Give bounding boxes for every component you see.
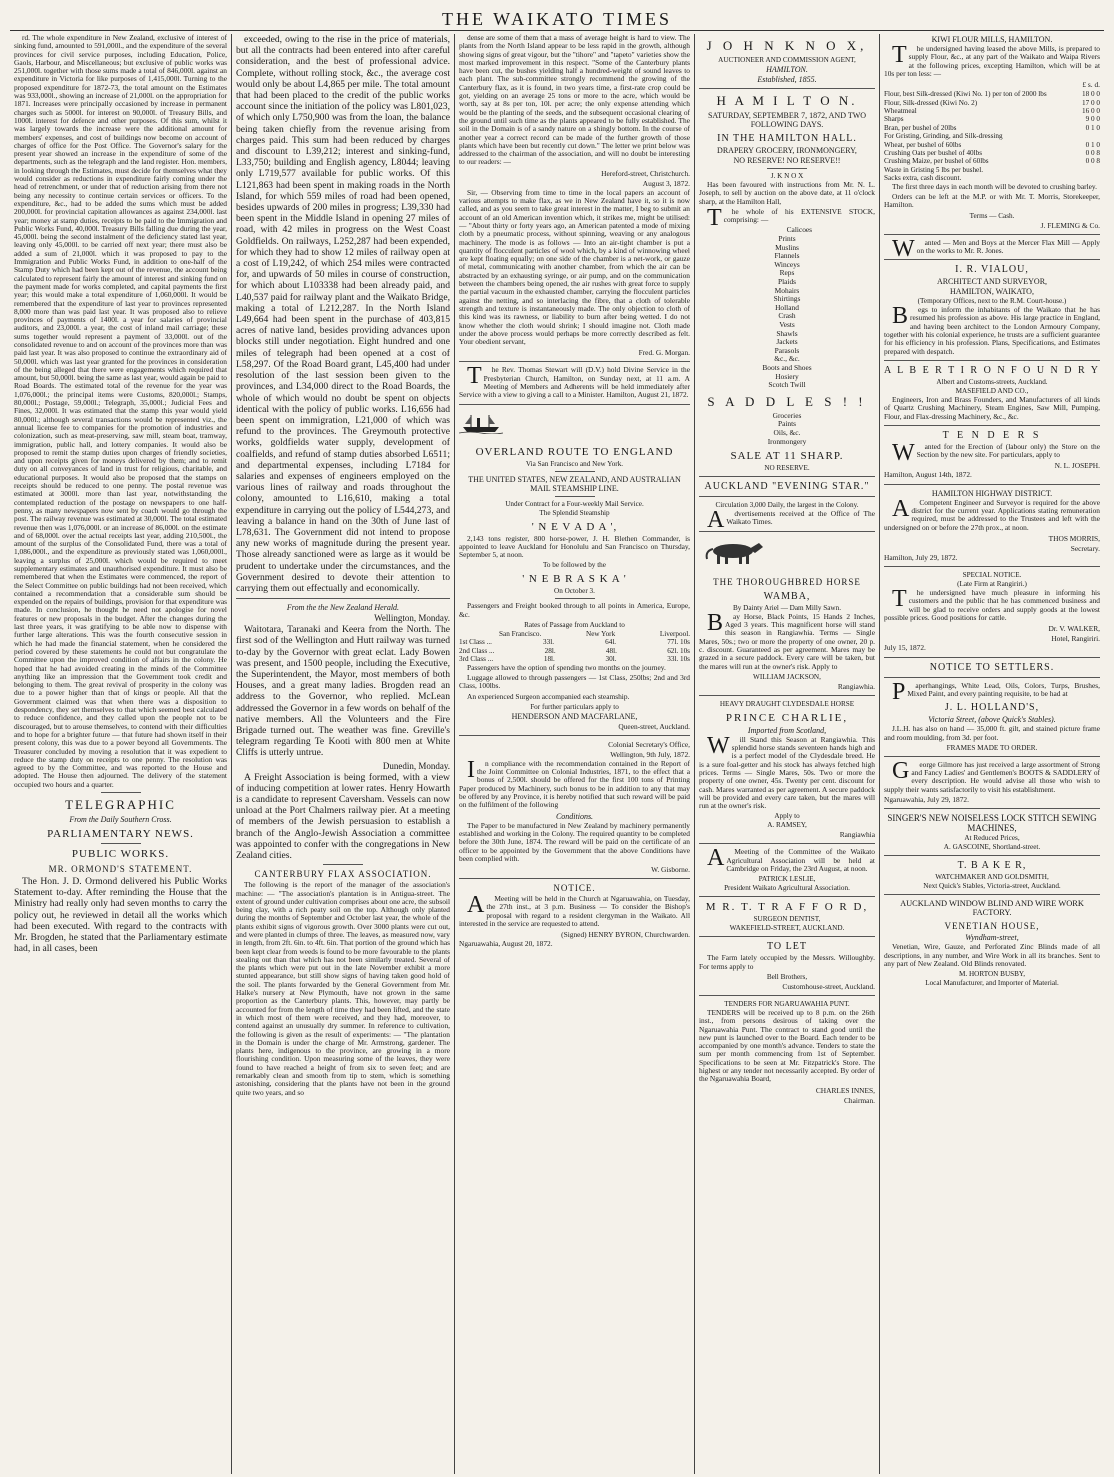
nebraska-name: ' N E B R A S K A ' — [522, 573, 627, 586]
masefield-name: MASEFIELD AND CO., — [955, 386, 1029, 395]
divider — [323, 864, 363, 865]
walker-text: The undersigned have much pleasure in informing his customers and the public that he has commenced business and will be glad to receive orders and supply goods at the lowest possible prices. Good positions for cattle. — [884, 586, 1100, 623]
divider — [884, 657, 1100, 658]
trafford-name: M R. T. T R A F F O R D, — [705, 901, 869, 914]
instructions: Has been favoured with instructions from Mr. N. L. Joseph, to sell by auction on the above date, at 11 o'clock sharp, at the Hamilton Hall, — [699, 180, 875, 206]
divider — [767, 168, 807, 169]
parliamentary-heading: PARLIAMENTARY NEWS. — [47, 828, 194, 841]
stock-list-2 — [699, 412, 875, 446]
evening-star-heading: AUCKLAND "EVENING STAR." — [704, 481, 870, 493]
baker-title: WATCHMAKER AND GOLDSMITH, — [935, 873, 1049, 882]
passengers-line: Passengers and Freight booked through to all points in America, Europe, &c. — [459, 601, 690, 619]
albert-address: Albert and Customs-streets, Auckland. — [936, 377, 1048, 386]
joseph-date: Hamilton, August 14th, 1872. — [884, 470, 972, 480]
divider — [555, 471, 595, 472]
flax-heading: CANTERBURY FLAX ASSOCIATION. — [254, 869, 432, 880]
gilmore-text: George Gilmore has just received a large assortment of Strong and Fancy Ladies' and Gentlemen's BOOTS & SADDLERY of every description. He would advise all those who wish to supply their wants satisfactorily to visit his establishment. — [884, 757, 1100, 794]
knox-town: HAMILTON. — [766, 65, 808, 74]
knox-title: AUCTIONEER AND COMMISSION AGENT, — [718, 56, 856, 64]
tenders-text: Wanted for the Erection of (labour only) the Store on the Section by the new site. For particulars, apply to — [892, 439, 1100, 466]
list-item: Crash — [778, 311, 796, 321]
vialou-name: I. R. VIALOU, — [955, 264, 1029, 276]
apply-line: For further particulars apply to — [530, 702, 619, 711]
list-item: Oils, &c. — [773, 427, 801, 437]
notice-date: Ngaruawahia, August 20, 1872. — [459, 939, 553, 949]
kiwi-text: The undersigned having leased the above Mills, is prepared to supply Flour, &c., at any part of the Waikato and Waipa Rivers at the following prices, excepting Hamilton, which will be at 10s per ton less: — — [884, 42, 1100, 78]
no-reserve-2: NO RESERVE. — [764, 464, 810, 473]
stock-heading: The whole of his EXTENSIVE STOCK, comprising: — — [707, 204, 875, 231]
walker-name: Dr. V. WALKER, — [1048, 624, 1100, 634]
ormond-heading: MR. ORMOND'S STATEMENT. — [48, 864, 193, 875]
singer-heading: SINGER'S NEW NOISELESS LOCK STITCH SEWING MACHINES, — [887, 813, 1097, 834]
overland-heading: OVERLAND ROUTE TO ENGLAND — [475, 445, 674, 458]
dunedin-news: A Freight Association is being formed, with a view of inducing competition at lower rates. Henry Howarth is a candidate to represent Caversham. Vessels can now unload at the Port Chalmers railway pier. At a meeting of members of the Jewish persuasion to establish a branch of the Anglo-Jewish Association a committee was appointed to confer with the congregations in New Zealand cities. — [236, 771, 450, 862]
venetian-house: VENETIAN HOUSE, — [944, 921, 1040, 932]
orders-note: Orders can be left at the M.P. or with Mr. T. Morris, Storekeeper, Hamilton. — [884, 191, 1100, 210]
wamba-name: WAMBA, — [763, 590, 811, 602]
saddles-heading: S A D D L E S ! ! — [707, 393, 867, 409]
divider — [884, 360, 1100, 361]
divider — [699, 896, 875, 897]
charlie-text: Will Stand this Season at Rangiawhia. This splendid horse stands seventeen hands high and is a perfect model of the Clydesdale breed. He is a sure foal-getter and his stock has always fetched high prices. Terms — Single Mares, 50s. Two or more the property of one owner, 45s. Twenty per cent. discount for cash. Mares warranted as per agreement. A secure paddock will be provided and every care taken, but the mares will run at the owner's risk. — [699, 732, 875, 811]
rates-row: 2nd Class ... 28l. 48l. 62l. 10s — [459, 646, 690, 655]
charlie-name: PRINCE CHARLIE, — [725, 711, 849, 724]
divider — [555, 496, 595, 497]
nevada-details: 2,143 tons register, 800 horse-power, J. H. Blethen Commander, is appointed to leave Auckland for Honolulu and San Francisco on Thursday, September 5, at noon. — [459, 533, 690, 560]
price-row: Flour, Silk-dressed (Kiwi No. 2) 17 0 0 — [884, 98, 1100, 107]
holland-text: J.L.H. has also on hand — 35,000 ft. gilt, and stained picture frame and room moulding, from 3d. per foot. — [884, 724, 1100, 742]
columns — [10, 34, 1104, 1474]
nevada-name: ' N E V A D A ', — [531, 520, 618, 533]
price-row: Sacks extra, cash discount. — [884, 174, 962, 183]
circulation: Circulation 3,000 Daily, the largest in the Colony. — [715, 501, 859, 510]
no-reserve: NO RESERVE! NO RESERVE!! — [733, 156, 841, 165]
public-works-continued: exceeded, owing to the rise in the price of materials, but all the contracts had been entered into after careful consideration, and the best of professional advice. Complete, without rolling stock, &c., the average cost would only be about L4,865 per mile. The total amount that had been placed to the credit of the public works account since the initiation of the policy was L801,023, of which only L750,900 was from the loan, the balance being taken chiefly from the revenue arising from charges paid. This sum had been reduced by charges and discount to L39,212; interest and sinking-fund, L33,750; building and English agency, L8044; leaving only L719,577 available for public works. Of this L121,863 had been spent in making roads in the North Island, for which 559 miles of road had been opened, besides upwards of 200 miles in progress; L39,330 had been spent in the Middle Island in opening 27 miles of road, with 42 miles in progress on the West Coast Goldfields. On railways, L252,287 had been expended, for which they had to show 12 miles of railway open at a cost of L19,242, of which 254 miles were contracted for, and upwards of 50 miles in course of construction, for which about L103338 had been already paid, and L40,537 paid for railway plant and the Waikato Bridge, making a total of L212,287. In the North Island L49,664 had been spent in the purchase of 403,815 acres of native land, besides providing advances upon blocks still under negotiation. Eight hundred and one miles of telegraph had been opened at a cost of L58,297. Of the Road Board grant, L45,400 had under resolution of the last session been given to the provinces, and L34,000 direct to the Road Boards, the whole of which would no doubt be spent on objects identical with the policy of public works. L16,656 had been spent on immigration, L21,000 of which was refund to the provinces. The Greymouth protective works, goldfields water supply, development of coalfields, and refund of stamp duties absorbed L6511; and departmental expenses, including L7184 for salaries and expenses of engineers employed on the various lines of railway and roads throughout the colony, amounted to L16,610, making a total expenditure in carrying out the policy of L544,273, and leaving a balance in hand on the 30th of June last of L78,631. The Government did not intend to propose any new works of magnitude during the present year. Those already sanctioned were as large as it would be prudent to undertake under the circumstances, and the Government desired to devote their attention to carrying them out effectually and economically. — [236, 34, 450, 594]
divider — [699, 695, 875, 696]
option-line: Passengers have the option of spending two months on the journey. — [467, 662, 666, 672]
auction-venue: IN THE HAMILTON HALL. — [717, 133, 857, 144]
charlie-origin: Imported from Scotland, — [747, 725, 827, 735]
bell-name: Bell Brothers, — [766, 972, 808, 981]
baker-address: Next Quick's Stables, Victoria-street, Auckland. — [923, 882, 1061, 891]
vialou-title: ARCHITECT AND SURVEYOR, — [936, 277, 1048, 287]
terms: Terms — Cash. — [969, 211, 1015, 220]
divider — [884, 484, 1100, 485]
morris-name: THOS MORRIS, — [1048, 533, 1100, 543]
walker-place: Hotel, Rangiriri. — [1051, 634, 1100, 644]
gilmore-date: Ngaruawahia, July 29, 1872. — [884, 795, 969, 805]
busby-name: M. HORTON BUSBY, — [958, 970, 1025, 979]
reduced-prices: At Reduced Prices, — [964, 834, 1020, 843]
divider — [555, 598, 595, 599]
highway-date: Hamilton, July 29, 1872. — [884, 552, 958, 562]
kiwi-heading: KIWI FLOUR MILLS, HAMILTON. — [931, 35, 1053, 44]
price-row: Crushing Oats per bushel of 40lbs 0 0 8 — [884, 149, 1100, 158]
vialou-text: Begs to inform the inhabitants of the Waikato that he has resumed his profession as above. His large practice in England, and having been architect to the London Armoury Company, together with his colonial experience, he trusts are a sufficient guarantee for his efficiency in his profession. Plans, Specifications, and Estimates prepared with despatch. — [884, 303, 1100, 356]
masthead: THE WAIKATO TIMES — [10, 8, 1104, 31]
special-notice: SPECIAL NOTICE. — [962, 571, 1022, 580]
flax-article: The following is the report of the manager of the association's machine: — "The association's plantation is in Antigua-street. The extent of ground under cultivation comprises about one acre, the subsoil being clay, with a rich peaty soil on the top. Although only planted during the months of September and October last year, the whole of the plants exhibit signs of vigorous growth. Over 3000 plants were cut out, and were planted in clumps of three. The leaves, as measured now, vary in length, from 2ft. 6in. to 4ft. 6in. That portion of the ground which has been kept clear from weeds is found to be more favourable to the plants stealing out than that which has not been similarly treated. Several of the plants which were put out in the late November exhibit a more stunted appearance, but still show signs of having taken good hold of the soil. The plants forwarded by the General Government from Mr. Halke's nursery at New Plymouth, have not grown in the same proportion as the Canterbury plants. This, however, may partly be accounted for from the length of time they had been lifted, and the state in which most of them were received, and they had, moreover, to contend against an unusually dry summer. In reference to cultivation, the following is given as the result of experiments: — "The plantation in the Domain is under the charge of Mr. Armstrong, gardener. The plants here, indigenous to the province, are growing in a more flourishing condition. Upon measuring some of the leaves, they were found to have reached a height of from six to seven feet; and are remarkably clean and smooth from tip to stem, which is something astonishing, considering that the plants have not been in the ground quite two years, and so — [236, 880, 450, 1097]
splendid-line: The Splendid Steamship — [539, 508, 610, 517]
list-item: Shirtings — [773, 294, 801, 304]
venetian-text: Venetian, Wire, Gauze, and Perforated Zinc Blinds made of all descriptions, in any number, and Wire Work in all its branches. Sent to any part of New Zealand. Old Blinds renovated. — [884, 942, 1100, 968]
divider — [884, 756, 1100, 757]
list-item: Holland — [775, 302, 799, 312]
list-item: Calicoes — [786, 225, 813, 235]
highway-text: ACompetent Engineer and Surveyor is required for the above district for the current year. Applications stating remuneration required, must be addressed to the Trustees and left with the undersigned on or before the 27th prox., at noon. — [884, 495, 1100, 532]
list-item: Jackets — [776, 337, 798, 347]
list-item: Shawls — [776, 328, 798, 338]
price-header: £ s. d. — [1082, 80, 1100, 90]
clydesdale-heading: HEAVY DRAUGHT CLYDESDALE HORSE — [719, 699, 855, 708]
divider — [459, 735, 690, 736]
innes-title: Chairman. — [844, 1095, 875, 1105]
window-blind-heading: AUCKLAND WINDOW BLIND AND WIRE WORK FACTORY. — [900, 899, 1084, 918]
jackson-place: Rangiawhia. — [837, 681, 875, 691]
flax-continued: dense are some of them that a mass of average height is hard to view. The plants from the North Island appear to be less rapid in the growth, although showing signs of great vigour, but the "tihore" and "tapeto" varieties show the most marked improvement in this respect. "Some of the Canterbury plants have been cut, the bushes yielding half a hundred-weight of sound leaves to each plant. The sub-committee strongly recommend the growing of the Canterbury flax, as it is found, in two years time, a first-rate crop could be got, yielding on an average 25 tons or more to the acre, which would be worth, say at 8s per ton, 10l. per acre; the only expense attending which would be the planting of the seeds, and the subsequent occasional clearing of the ground until such time as the plants appeared to be fully established. The soil in the Domain is of a sandy nature on a shingly bottom. In the course of another year a correct record can be made of the further growth of those plants which have been but recently cut down." The letter we print below was addressed to the chairman of the association, and will no doubt be interesting to our readers: — — [459, 34, 690, 167]
surgeon-line: An experienced Surgeon accompanied each steamship. — [467, 691, 630, 701]
source-line: From the Daily Southern Cross. — [69, 815, 172, 825]
divider — [459, 878, 690, 879]
list-item: Muslins — [775, 242, 799, 252]
divider — [459, 361, 690, 362]
route-line: Via San Francisco and New York. — [525, 459, 624, 468]
leslie-title: President Waikato Agricultural Association. — [724, 884, 850, 893]
masefield-text: Engineers, Iron and Brass Founders, and Manufacturers of all kinds of Quartz Crushing Machinery, Steam Engines, Saw Mill, Pumping, Flour, and Flax-dressing Machinery, &c., &c. — [884, 394, 1100, 421]
divider — [884, 677, 1100, 678]
albert-foundry: A L B E R T I R O N F O U N D R Y — [884, 364, 1101, 376]
stewart-notice: The Rev. Thomas Stewart will (D.V.) hold Divine Service in the Presbyterian Church, Hamilton, on Sunday next, at 11 a.m. A Meeting of Members and Adherents will be held immediately after Service with a view to giving a call to a Minister. Hamilton, August 21, 1872. — [459, 363, 690, 400]
list-item: Hosiery — [775, 371, 799, 381]
divider — [101, 792, 141, 793]
price-row: Bran, per bushel of 20lbs 0 1 0 — [884, 123, 1100, 132]
ramsey-place: Rangiawhia — [839, 830, 875, 840]
notice-heading: NOTICE. — [553, 883, 596, 894]
divider — [699, 995, 875, 996]
paperhangings: Paperhangings, White Lead, Oils, Colors, Turps, Brushes, Mixed Paint, and every painting requisite, to be had at — [892, 678, 1100, 705]
contract-line: Under Contract for a Four-weekly Mail Service. — [505, 499, 644, 508]
agricultural-meeting: AMeeting of the Committee of the Waikato Agricultural Association will be held at Cambridge on Friday, the 23rd August, at noon. — [707, 845, 875, 874]
price-row: Wheatmeal 16 0 0 — [884, 107, 1100, 115]
price-row: For Gristing, Grinding, and Silk-dressing — [884, 132, 1003, 141]
agent-name: HENDERSON AND MACFARLANE, — [511, 711, 638, 721]
holland-address: Victoria Street, (above Quick's Stables). — [928, 715, 1056, 725]
price-row: Wheat, per bushel of 60lbs 0 1 0 — [884, 140, 1100, 149]
price-row: Waste in Gristing 5 lbs per bushel. — [884, 165, 984, 174]
list-item: Scotch Twill — [768, 380, 806, 390]
jackson-name: WILLIAM JACKSON, — [753, 672, 821, 681]
byron-signature: (Signed) HENRY BYRON, Churchwarden. — [561, 930, 690, 940]
dateline-wellington: Wellington, Monday. — [374, 613, 450, 624]
divider — [884, 808, 1100, 809]
agent-address: Queen-street, Auckland. — [618, 721, 690, 731]
settlers-heading: NOTICE TO SETTLERS. — [929, 661, 1055, 673]
column-4 — [695, 34, 880, 1474]
tenders-heading: T E N D E R S — [942, 429, 1042, 441]
auction-town: H A M I L T O N. — [716, 93, 858, 108]
column-2 — [232, 34, 455, 1474]
frames: FRAMES MADE TO ORDER. — [946, 743, 1038, 752]
divider — [699, 476, 875, 477]
auction-date: SATURDAY, SEPTEMBER 7, 1872, AND TWO FOLLOWING DAYS. — [707, 111, 867, 129]
wamba-text: Bay Horse, Black Points, 15 Hands 2 Inches, Aged 3 years. This magnificent horse will stand this season in Rangiawhia. Terms — Single Mares, 50s.; two or more the property of one owner, 20 p. c. discount. Guaranteed as per agreement. Mares may be grazed in a secure paddock. Every care will be taken, but the mares will run at the owner's risk. Apply to — [699, 609, 875, 671]
auction-goods: DRAPERY GROCERY, IRONMONGERY, — [717, 146, 857, 155]
steamship-icon — [459, 412, 503, 434]
luggage-line: Luggage allowed to through passengers — 1st Class, 250lbs; 2nd and 3rd Class, 100lbs. — [459, 672, 690, 691]
gascoine: A. GASCOINE, Shortland-street. — [943, 843, 1041, 852]
divider — [699, 88, 875, 89]
divider — [884, 234, 1100, 235]
advertisements: Advertisements received at the Office of The Waikato Times. — [707, 507, 875, 534]
list-item: Boots and Shoes — [762, 362, 812, 372]
nebraska-date: On October 3. — [554, 587, 595, 596]
knox-established: Established, 1855. — [757, 75, 817, 84]
divider — [699, 496, 875, 497]
vialou-town: HAMILTON, WAIKATO, — [950, 287, 1034, 297]
to-let-heading: TO LET — [767, 941, 807, 953]
budget-article: rd. The whole expenditure in New Zealand, exclusive of interest of sinking fund, amounted to 591,000l., and the expenditure of the several provinces for civil service purposes, including Education, Police, Gaols, Harbour, and Miscellaneous; but exclusive of public works was 251,000l. together with those sums made a total of 846,000l. against an expenditure in Victoria for like purposes of 1,415,000l. Turning to the proposed expenditure for 1872-73, the total amount on the Estimates was 933,000l., showing an increase of 21,000l. on the appropriation for 1871. Increases were principally occasioned by increase in permanent charges such as 5000l. for interest on 90,000l. of Treasury Bills, and 1000l. interest for defence and other purposes. Of this sum, whilst it was largely towards the increase were the additional amount for members' expenses, and cost of buildings now become on account of charges of office for the Post Office. The Governor's salary for the present year showed an increase in the expenditure of some of the departments, such as the telegraph and the land register. Hon. members, in looking through the Estimates, must decide for themselves what they would consider as reductions in expenditure fairly coming under the head of retrenchment, or under that of reduction arising from there not being any necessity to continue certain services or officers. To the expenditure, &c., had to be added the sums which must be added 200,000l. for provincial capitation allowances as against 234,000l. last year; money at stamp duties, receipts to be paid to the Immigration and Public Works Fund, 40,000l. Treasury Bills falling due during the year, 45,000l. being the second instalment of the deficiency stated last year, leaving only 45,000l. to be carried off next year; there must also be added a sum of 21,000l. which it was proposed to pay to the Immigration and Public Works Fund, in addition to one-half of the Stamp Duty which had been kept out of the revenue, the account being calculated to represent fairly the amount of interest and sinking fund on the payment made for works completed, and capital payments the first year; this would make a total expenditure of 1,060,000l. It would be remembered that the expenditure of last year to provinces represented 8,000 more than was paid last year. It was proposed also to relieve provinces of payments of 1400l. a year for salaries of provincial auditors, and 23,000l. a year, the cost of inland mail carriage; these sums together would represent a payment of 33,000l. out of the consolidated revenue to and on account of the provinces more than was paid last year. It was also proposed to continue the extraordinary aid of 50,000l. which was last year granted for the provinces in consideration of the being alleged that there were engagements which required that amount, but 50,000l. being the same as last year, would again be paid to Road Boards. The estimated total of the revenue for the year was 1,076,000l.; the principal items were Customs, 820,000l.; Stamps, 80,000l.; Postage, 59,000l.; Telegraph, 35,000l.; Judicial Fees and Fines, 32,000l. It was estimated that the stamp this year would yield 80,000l.; although several transactions would be represented viz., the annual license fee to companies for the promotion of industries and colonization, such as meat-preserving, saw mill, steam boat, tramway, immigration, public hall, and lottery companies. It would also be proposed to remit the stamp duties upon charges of friendly societies, and upon receipts given for moneys delivered by them; and to remit duty on all conveyances of land in trust for religious, charitable, and educational purposes. It would also be proposed that the stamps on receipts should be reduced to one penny. The postal revenue was estimated at 3000l. more than last year, notwithstanding the contemplated reduction of the postage on newspapers to one half-penny, as many newspapers now sent by coach would go through the post. The railway revenue was estimated at 30,000l. The total estimated revenue then was 1,076,000l. or an increase of 86,000l. on the estimate and of 68,000l. over the actual receipts last year, adding 210,500l., the amount of the surplus of the Consolidated Fund, there was a total of 1,086,000l., and the expenditure as previously stated was 1,060,000l., leaving a surplus of 25,000l. which would be required to meet supplementary estimates and unauthorised expenditure. It must also be remembered that when the Estimates were commenced, the report of the Select Committee on public buildings had not been received, which contained a recommendation that a considerable sum should be expended on the repairs of buildings, provision for that expenditure was made. In conclusion, he thought he need not apologise for novel features or new proposals in the budget. After the changes during the last three years, it was gratifying to be able now to dispense with further large alterations. This was the fourth consecutive session in which he had made the financial statement, when he considered the period covered by these statements he could not but congratulate the Committee upon the improved condition of affairs in the colony. He hoped that he had avoided creating in the minds of the Committee anything like an impression that the Government took credit and belonging to them. The great revival of prosperity in the colony was due to a power higher than that of kings or people. All that the Government claimed was that when there was a disposition to despondency, they set themselves to that which seemed best calculated to reduce confidence, and they called upon the people not to be discouraged, but to arouse themselves, to contend with their difficulties and to hope for a brighter future — that future had shown itself in their present colony, this was due to a power beyond all Governments. The Treasurer concluded by moving a resolution that it was expedient to reduce the stamp duty on receipts to one penny. The resolution was agreed to by the Committee, and was reported to the House and adopted. The House then adjourned. The delivery of the statement occupied two hours and a quarter. — [14, 34, 227, 789]
column-1 — [10, 34, 232, 1474]
price-row: Crushing Maize, per bushel of 60lbs 0 0 8 — [884, 157, 1100, 166]
morris-title: Secretary. — [1070, 543, 1100, 553]
conditions-text: The Paper to be manufactured in New Zealand by machinery permanently established and working in the Colony. The required quantity to be completed before the 30th June, 1874. The reward will be paid on the certificate of an officer to be appointed by the Government that the above Conditions have been complied with. — [459, 820, 690, 863]
letter-signature: Fred. G. Morgan. — [638, 348, 690, 358]
letter-text: Sir, — Observing from time to time in the local papers an account of various attempts to make flax, as we in New Zealand have it, so it is now called, and as you seem to take great interest in the matter, I beg to submit an account of an old American invention which, it strikes me, might be utilised: — "About thirty or forty years ago, an American patented a mode of mixing cloth by a pneumatic process, without spinning, weaving or any analogous machinery. The mode is as follows — Into an air-tight chamber is put a quantity of flocculent particles of wool which, by a kind of winnowing wheel are kept floating equally; on one side of the chamber is a net-work, or gauze of metal, communicating with another chamber, from which the air can be abstracted by an exhausting syringe, or air pump, and on the communication between the chambers being opened, the air rushes with great force to supply the partial vacuum in the exhausted chamber, carrying the flocculent particles against the netting, and so interlacing the fibre, that a cloth of tolerable strength and texture is instantaneously made. The only objection to cloth of this kind was its rawness, or liability to burn after being wetted. I do not know whether the cloth would shrink; I should imagine not. Cloth made under the above process would perhaps be more correctly described as felt. Your obedient servant, — [459, 187, 690, 347]
list-item: &c., &c. — [774, 354, 800, 364]
list-item: Vests — [779, 320, 795, 330]
j-knox: J. K N O X — [770, 172, 804, 180]
list-item: Groceries — [772, 410, 802, 420]
crushing-note: The first three days in each month will be devoted to crushing barley. — [892, 181, 1097, 191]
walker-date: July 15, 1872. — [884, 643, 926, 653]
divider — [884, 425, 1100, 426]
price-row: Sharps 9 0 0 — [884, 115, 1100, 124]
divider — [699, 936, 875, 937]
thoroughbred-heading: THE THOROUGHBRED HORSE — [713, 576, 861, 587]
trafford-title: SURGEON DENTIST, — [753, 915, 821, 924]
column-5 — [880, 34, 1104, 1474]
fleming-signature: J. FLEMING & Co. — [1040, 220, 1100, 230]
baker-name: T. B A K E R, — [957, 860, 1027, 872]
ormond-article: The Hon. J. D. Ormond delivered his Public Works Statement to-day. After reminding the House that the Ministry had really only had seven months to carry the policy out, he reviewed in detail all the works which had been executed. With regard to the contracts with Mr. Brogden, he stated that the Parliamentary estimate had, in all cases, been — [14, 876, 227, 955]
list-item: Ironmongery — [767, 436, 807, 446]
followed-line: To be followed by the — [543, 561, 606, 570]
church-meeting-notice: AMeeting will be held in the Church at Ngaruawahia, on Tuesday, the 27th inst., at 3 p.m. Business — To consider the Bishop's proposal with regard to a resident clergyman in the Waikato. All interested in the service are requested to attend. — [459, 892, 690, 929]
list-item: Prints — [778, 234, 796, 244]
divider — [101, 843, 141, 844]
wellington-news: Waitotara, Taranaki and Keera from the North. The first sod of the Wellington and Hutt railway was turned to-day by the Governor with great eclat. Lady Bowen was present, and 1500 people, including the Executive, the Superintendent, the Mayor, most members of both Houses, and a great many ladies. Brogden read an address to the Governor, who replied. McLean addressed the Governor in a few words on behalf of the native members. All the Volunteers and the Fire Brigade turned out. The weather was fine. Greville's telegram regarding Te Kooti with 800 men at White Cliffs is utterly untrue. — [236, 624, 450, 759]
knox-name: J O H N K N O X, — [706, 38, 868, 53]
divider — [459, 404, 690, 405]
holland-name: J. L. HOLLAND'S, — [944, 702, 1040, 714]
rates-header-row: San Francisco. New York Liverpool. — [499, 630, 690, 639]
list-item: Winceys — [774, 259, 800, 269]
source-line: From the the New Zealand Herald. — [286, 603, 400, 613]
rates-heading: Rates of Passage from Auckland to — [524, 621, 625, 630]
sale-time: SALE AT 11 SHARP. — [730, 450, 844, 463]
divider — [699, 531, 875, 532]
apply-line: Apply to — [774, 812, 800, 821]
paper-bonus-notice: In compliance with the recommendation contained in the Report of the Joint Committee on Colonial Industries, 1871, to the effect that a bonus of 2,500l. should be offered for the first 100 tons of Printing Paper produced by Machinery, such bonus to be in addition to any that may be offered by any Province, it is hereby notified that such reward will be paid on the fulfilment of the following — [459, 756, 690, 810]
list-item: Mohairs — [774, 285, 800, 295]
list-item: Paints — [777, 419, 797, 429]
list-item: Parasols — [774, 345, 800, 355]
innes-name: CHARLES INNES, — [815, 1085, 875, 1095]
price-row: Flour, best Silk-dressed (Kiwi No. 1) per ton of 2000 lbs 18 0 0 — [884, 90, 1100, 99]
rates-row: 1st Class ... 33l. 64l. 77l. 10s — [459, 638, 690, 647]
letter-date: August 3, 1872. — [642, 178, 690, 188]
letter-address: Hereford-street, Christchurch. — [601, 168, 690, 178]
vialou-offices: (Temporary Offices, next to the R.M. Court-house.) — [917, 297, 1067, 306]
punt-heading: TENDERS FOR NGARUAWAHIA PUNT. — [724, 999, 850, 1008]
divider — [884, 894, 1100, 895]
list-item: Flannels — [774, 251, 800, 261]
leslie-name: PATRICK LESLIE, — [758, 875, 816, 884]
punt-text: TENDERS will be received up to 8 p.m. on the 26th inst., from persons desirous of taking over the Ngaruawahia Punt. The contract to stand good until the new punt is launched over to the Board. Each tender to be accompanied by one month's advance. Tenders to state the sum per month commencing from 1st of September. Specifications to be seen at Mr. Fitzpatrick's Store. The highest or any tender not necessarily accepted. By order of the Ngaruawahia Board, — [699, 1007, 875, 1084]
list-item: Reps — [779, 268, 795, 278]
dateline-dunedin: Dunedin, Monday. — [382, 760, 450, 771]
horse-icon — [699, 539, 769, 565]
conditions-heading: Conditions. — [555, 811, 594, 821]
bell-address: Customhouse-street, Auckland. — [782, 981, 875, 991]
divider — [884, 259, 1100, 260]
column-3 — [455, 34, 695, 1474]
colonial-office: Colonial Secretary's Office, — [608, 739, 690, 749]
gisborne-signature: W. Gisborne. — [651, 865, 690, 875]
rates-row: 3rd Class ... 18l. 30l. 33l. 10s — [459, 655, 690, 664]
public-works-heading: PUBLIC WORKS. — [71, 848, 170, 861]
ramsey-name: A. RAMSEY, — [767, 821, 807, 830]
venetian-street: Wyndham-street, — [965, 933, 1019, 943]
divider — [884, 855, 1100, 856]
late-firm: (Late Firm at Rangiriri.) — [957, 580, 1027, 589]
divider — [236, 598, 450, 599]
divider — [884, 566, 1100, 567]
stock-list — [699, 226, 875, 389]
telegraphic-heading: TELEGRAPHIC — [65, 797, 176, 813]
trafford-address: WAKEFIELD-STREET, AUCKLAND. — [729, 924, 845, 933]
wamba-pedigree: By Dainty Ariel — Dam Milly Sawn. — [732, 603, 841, 612]
to-let-text: The Farm lately occupied by the Messrs. Willoughby. For terms apply to — [699, 953, 875, 971]
colonial-date: Wellington, 9th July, 1872. — [610, 749, 690, 759]
mail-line-name: THE UNITED STATES, NEW ZEALAND, AND AUSTRALIAN MAIL STEAMSHIP LINE. — [468, 474, 681, 493]
list-item: Plaids — [777, 277, 797, 287]
joseph-signature: N. L. JOSEPH. — [1054, 461, 1100, 471]
wanted-men: Wanted — Men and Boys at the Mercer Flax Mill — Apply on the works to Mr. R. Jones. — [892, 235, 1100, 262]
busby-title: Local Manufacturer, and Importer of Material. — [925, 979, 1059, 988]
divider — [699, 843, 875, 844]
highway-heading: HAMILTON HIGHWAY DISTRICT. — [931, 488, 1053, 498]
